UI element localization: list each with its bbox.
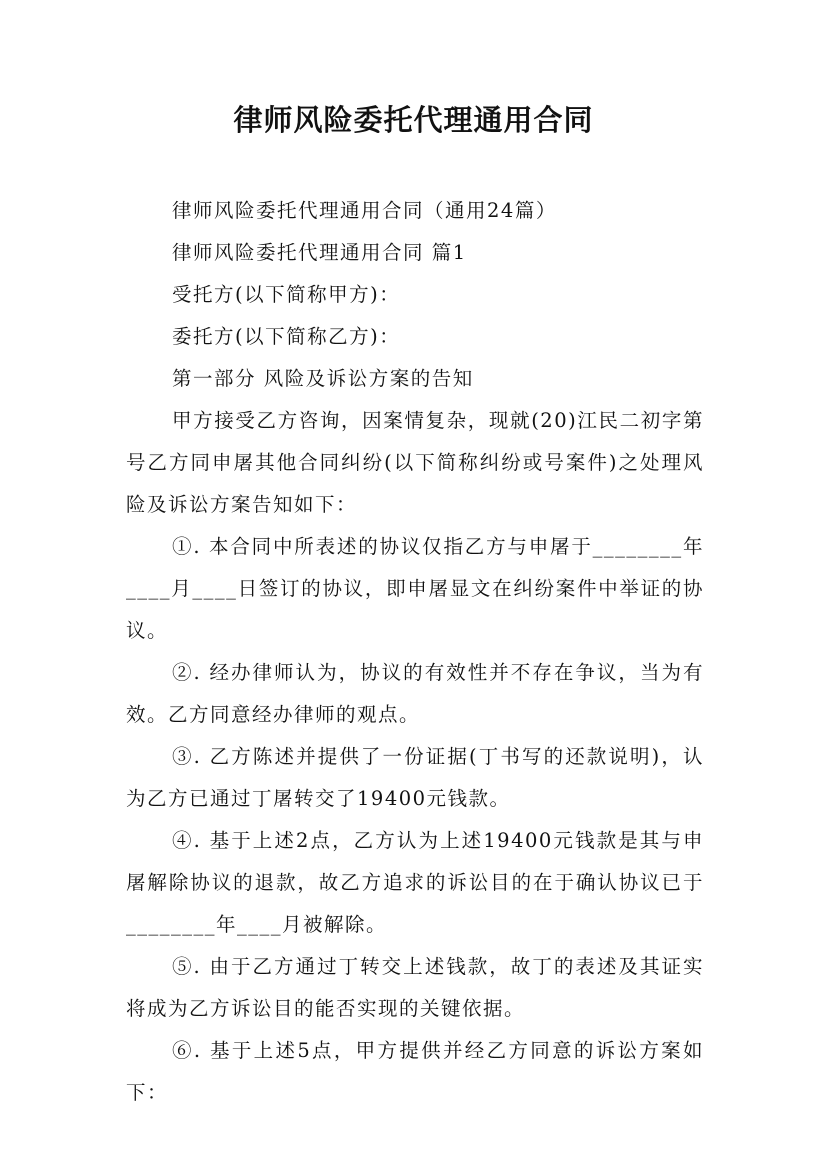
paragraph-item-5: ⑤. 由于乙方通过丁转交上述钱款，故丁的表述及其证实将成为乙方诉讼目的能否实现的关键依据。 [126, 955, 704, 1020]
paragraph-intro: 甲方接受乙方咨询，因案情复杂，现就(20)江民二初字第号乙方同申屠其他合同纠纷(以下简称纠纷或号案件)之处理风险及诉讼方案告知如下： [126, 409, 704, 516]
paragraph-client: 委托方(以下简称乙方)： [172, 325, 401, 348]
paragraph-item-2: ②. 经办律师认为，协议的有效性并不存在争议，当为有效。乙方同意经办律师的观点。 [126, 661, 704, 726]
paragraph-trustee: 受托方(以下简称甲方)： [172, 283, 401, 306]
paragraph-part-heading: 律师风险委托代理通用合同 篇1 [172, 241, 467, 264]
paragraph-item-4: ④. 基于上述2点，乙方认为上述19400元钱款是其与申屠解除协议的退款，故乙方追求的诉讼目的在于确认协议已于________年____月被解除。 [126, 829, 704, 936]
paragraph-item-6: ⑥. 基于上述5点，甲方提供并经乙方同意的诉讼方案如下： [126, 1039, 704, 1104]
paragraph-section-heading: 第一部分 风险及诉讼方案的告知 [172, 367, 474, 390]
paragraph-item-1: ①. 本合同中所表述的协议仅指乙方与申屠于________年____月____日签订的协议，即申屠显文在纠纷案件中举证的协议。 [126, 535, 704, 642]
paragraph-item-3: ③. 乙方陈述并提供了一份证据(丁书写的还款说明)，认为乙方已通过丁屠转交了19400元钱款。 [126, 745, 704, 810]
paragraph-subtitle: 律师风险委托代理通用合同（通用24篇） [172, 199, 557, 222]
document-body [126, 190, 704, 1114]
document-title: 律师风险委托代理通用合同 [233, 103, 594, 137]
